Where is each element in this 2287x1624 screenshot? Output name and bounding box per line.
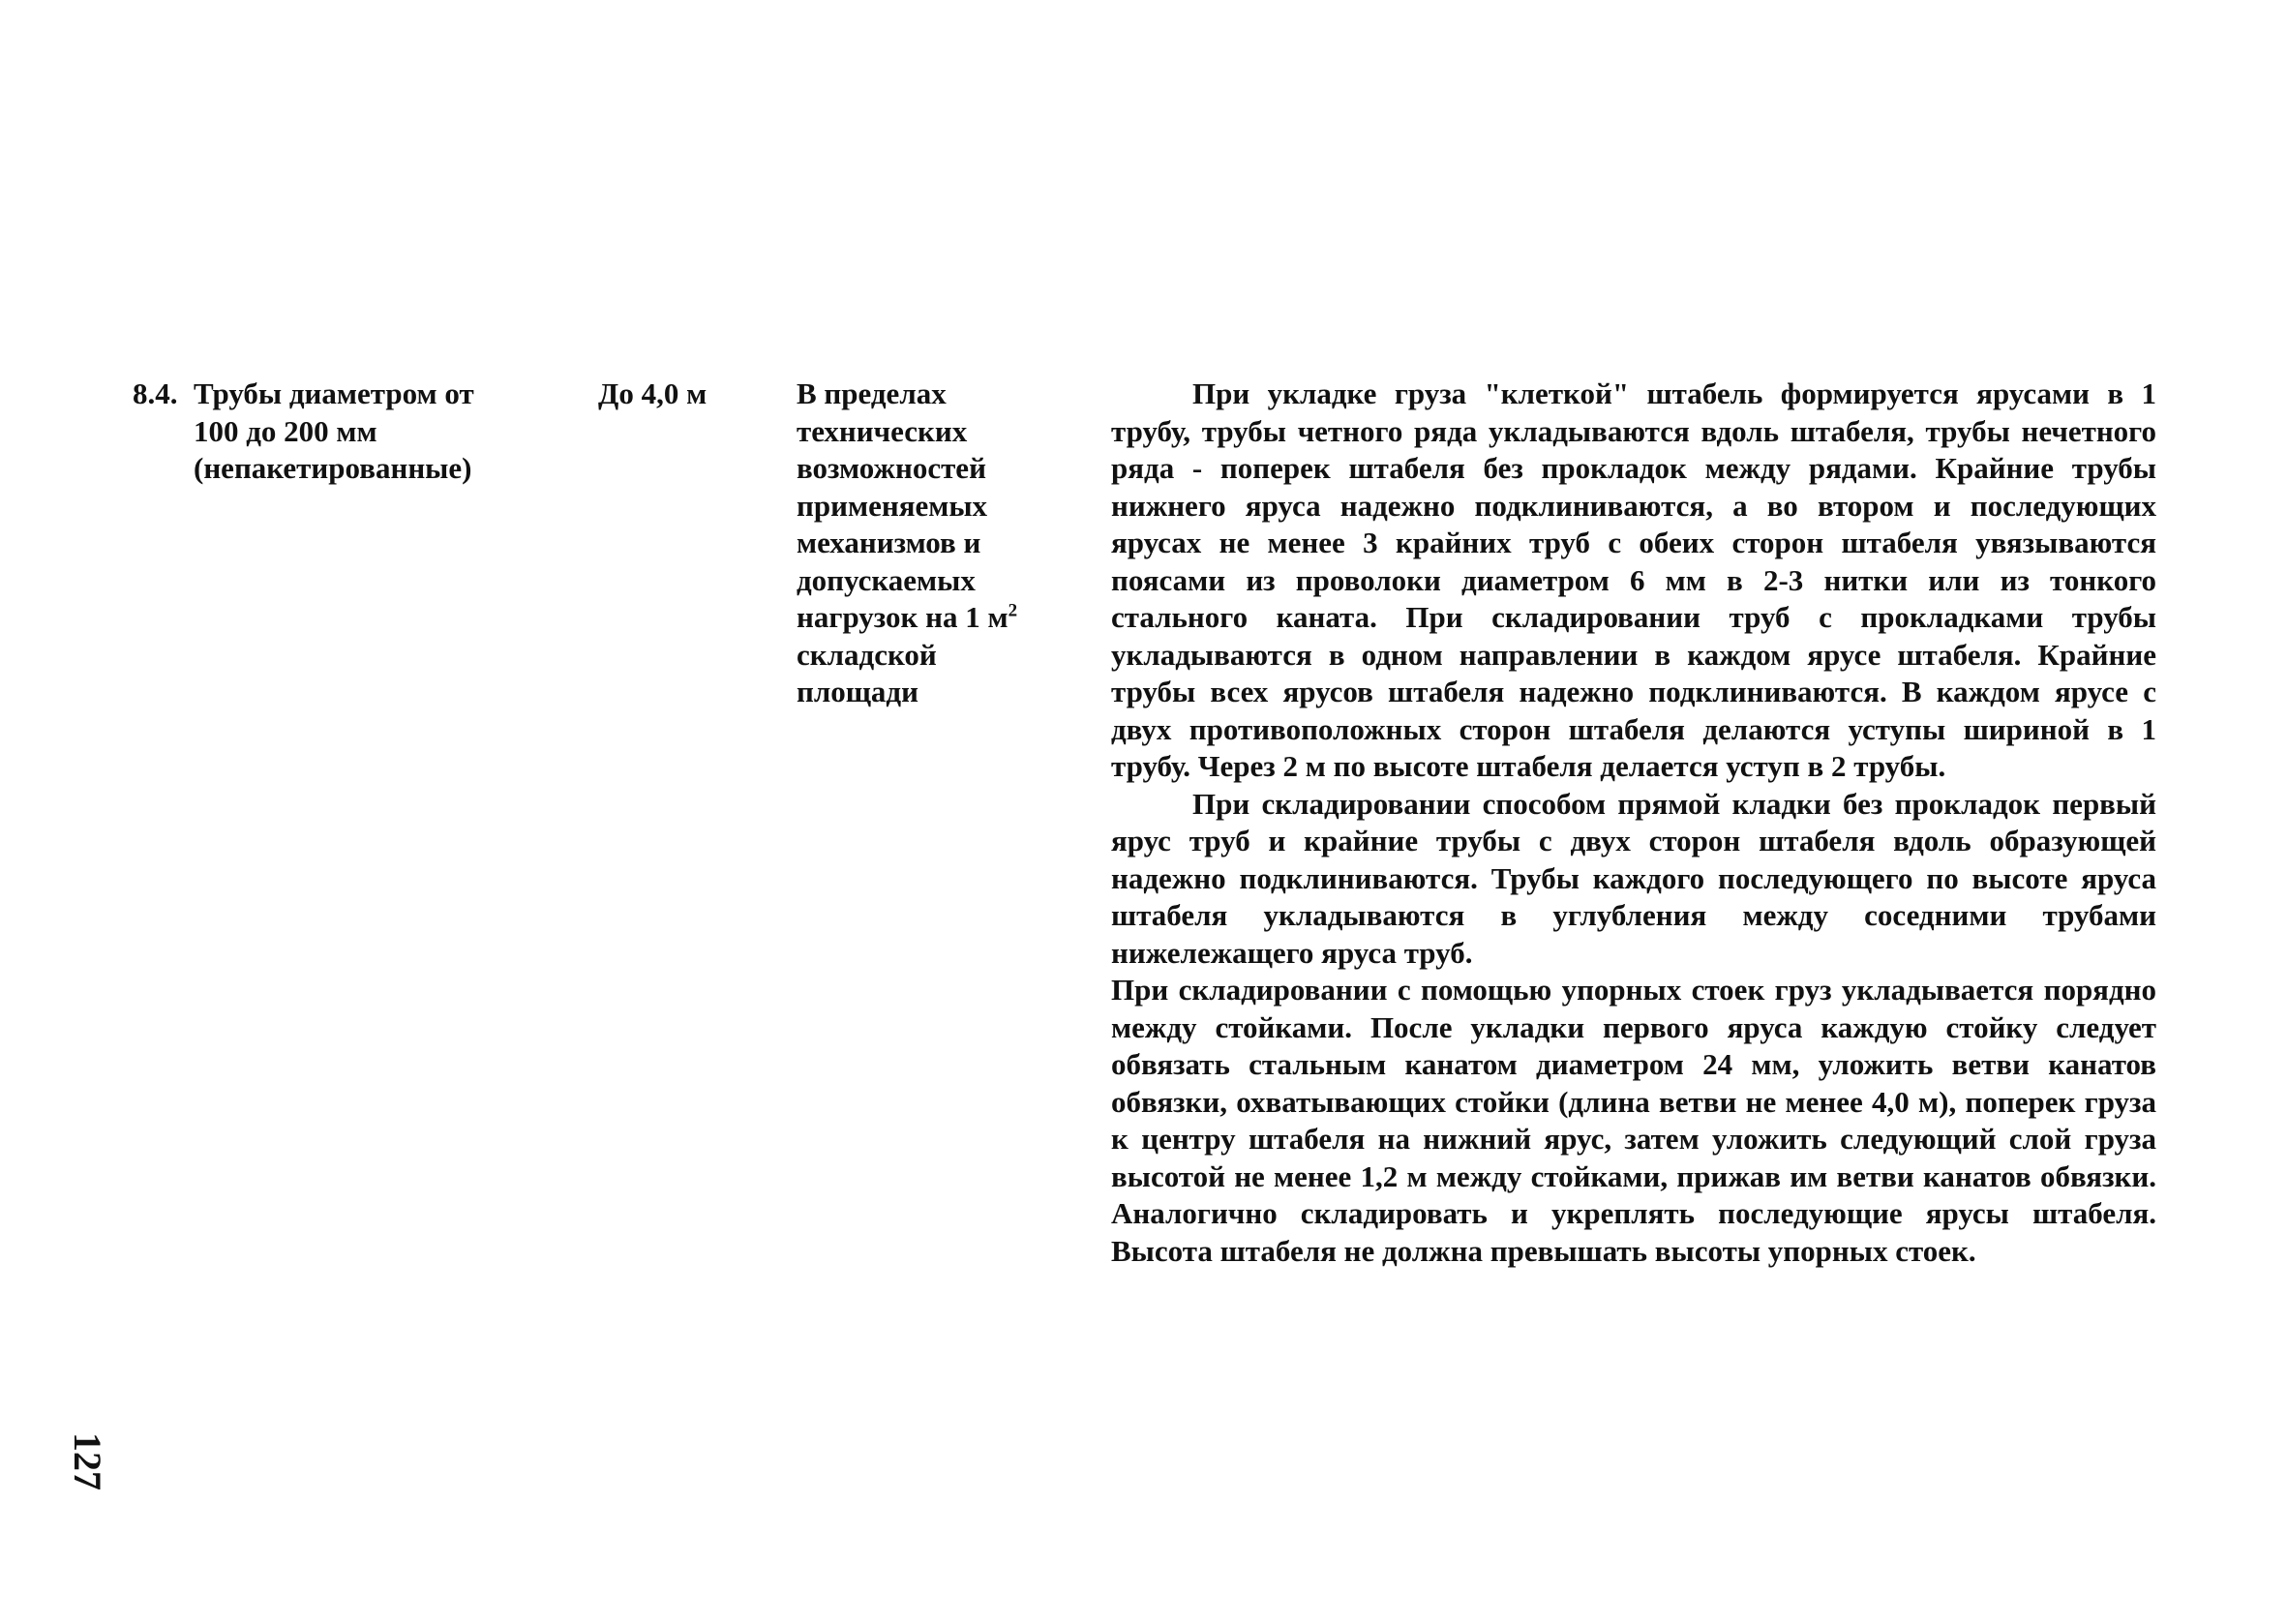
load-limit-cell bbox=[797, 376, 1058, 711]
page-number: 127 bbox=[66, 1432, 109, 1490]
description-paragraph-1: При укладке груза "клеткой" штабель формируется ярусами в 1 трубу, трубы четного ряда укладываются вдоль штабеля, трубы нечетного ряда - поперек штабеля без прокладок между рядами. Крайние трубы нижнего яруса надежно подклиниваются, а во втором и последующих ярусах не менее 3 крайних труб с обеих сторон штабеля увязываются поясами из проволоки диаметром 6 мм в 2-3 нитки или из тонкого стального каната. При складировании труб с прокладками трубы укладываются в одном направлении в каждом ярусе штабеля. Крайние трубы всех ярусов штабеля надежно подклиниваются. В каждом ярусе с двух противоположных сторон штабеля делаются уступы шириной в 1 трубу. Через 2 м по высоте штабеля делается уступ в 2 трубы. bbox=[1111, 376, 2156, 783]
load-limit-text-end: складской площади bbox=[797, 637, 937, 708]
stack-height-cell: До 4,0 м bbox=[598, 376, 707, 410]
load-limit-text: В пределах технических возможностей применяемых механизмов и допускаемых нагрузок на 1 м bbox=[797, 376, 1008, 634]
cargo-name-cell bbox=[133, 376, 558, 488]
cargo-name-line-2: 100 до 200 мм bbox=[194, 413, 377, 448]
stacking-method-cell bbox=[1111, 376, 2156, 1270]
description-paragraph-3: При складировании с помощью упорных стоек груз укладывается порядно между стойками. После укладки первого яруса каждую стойку следует обвязать стальным канатом диаметром 24 мм, уложить ветви канатов обвязки, охватывающих стойки (длина ветви не менее 4,0 м), поперек груза к центру штабеля на нижний ярус, затем уложить следующий слой груза высотой не менее 1,2 м между стойками, прижав им ветви канатов обвязки. Аналогично складировать и укреплять последующие ярусы штабеля. Высота штабеля не должна превышать высоты упорных стоек. bbox=[1111, 973, 2156, 1268]
description-paragraph-2: При складировании способом прямой кладки без прокладок первый ярус труб и крайние трубы с двух сторон штабеля вдоль образующей надежно подклиниваются. Трубы каждого последующего по высоте яруса штабеля укладываются в углубления между соседними трубами нижележащего яруса труб. bbox=[1111, 786, 2156, 970]
cargo-name-line-1: Трубы диаметром от bbox=[194, 376, 474, 410]
cargo-name-line-3: (непакетированные) bbox=[194, 451, 472, 485]
row-number: 8.4. bbox=[133, 376, 178, 410]
load-limit-superscript: 2 bbox=[1008, 600, 1018, 621]
